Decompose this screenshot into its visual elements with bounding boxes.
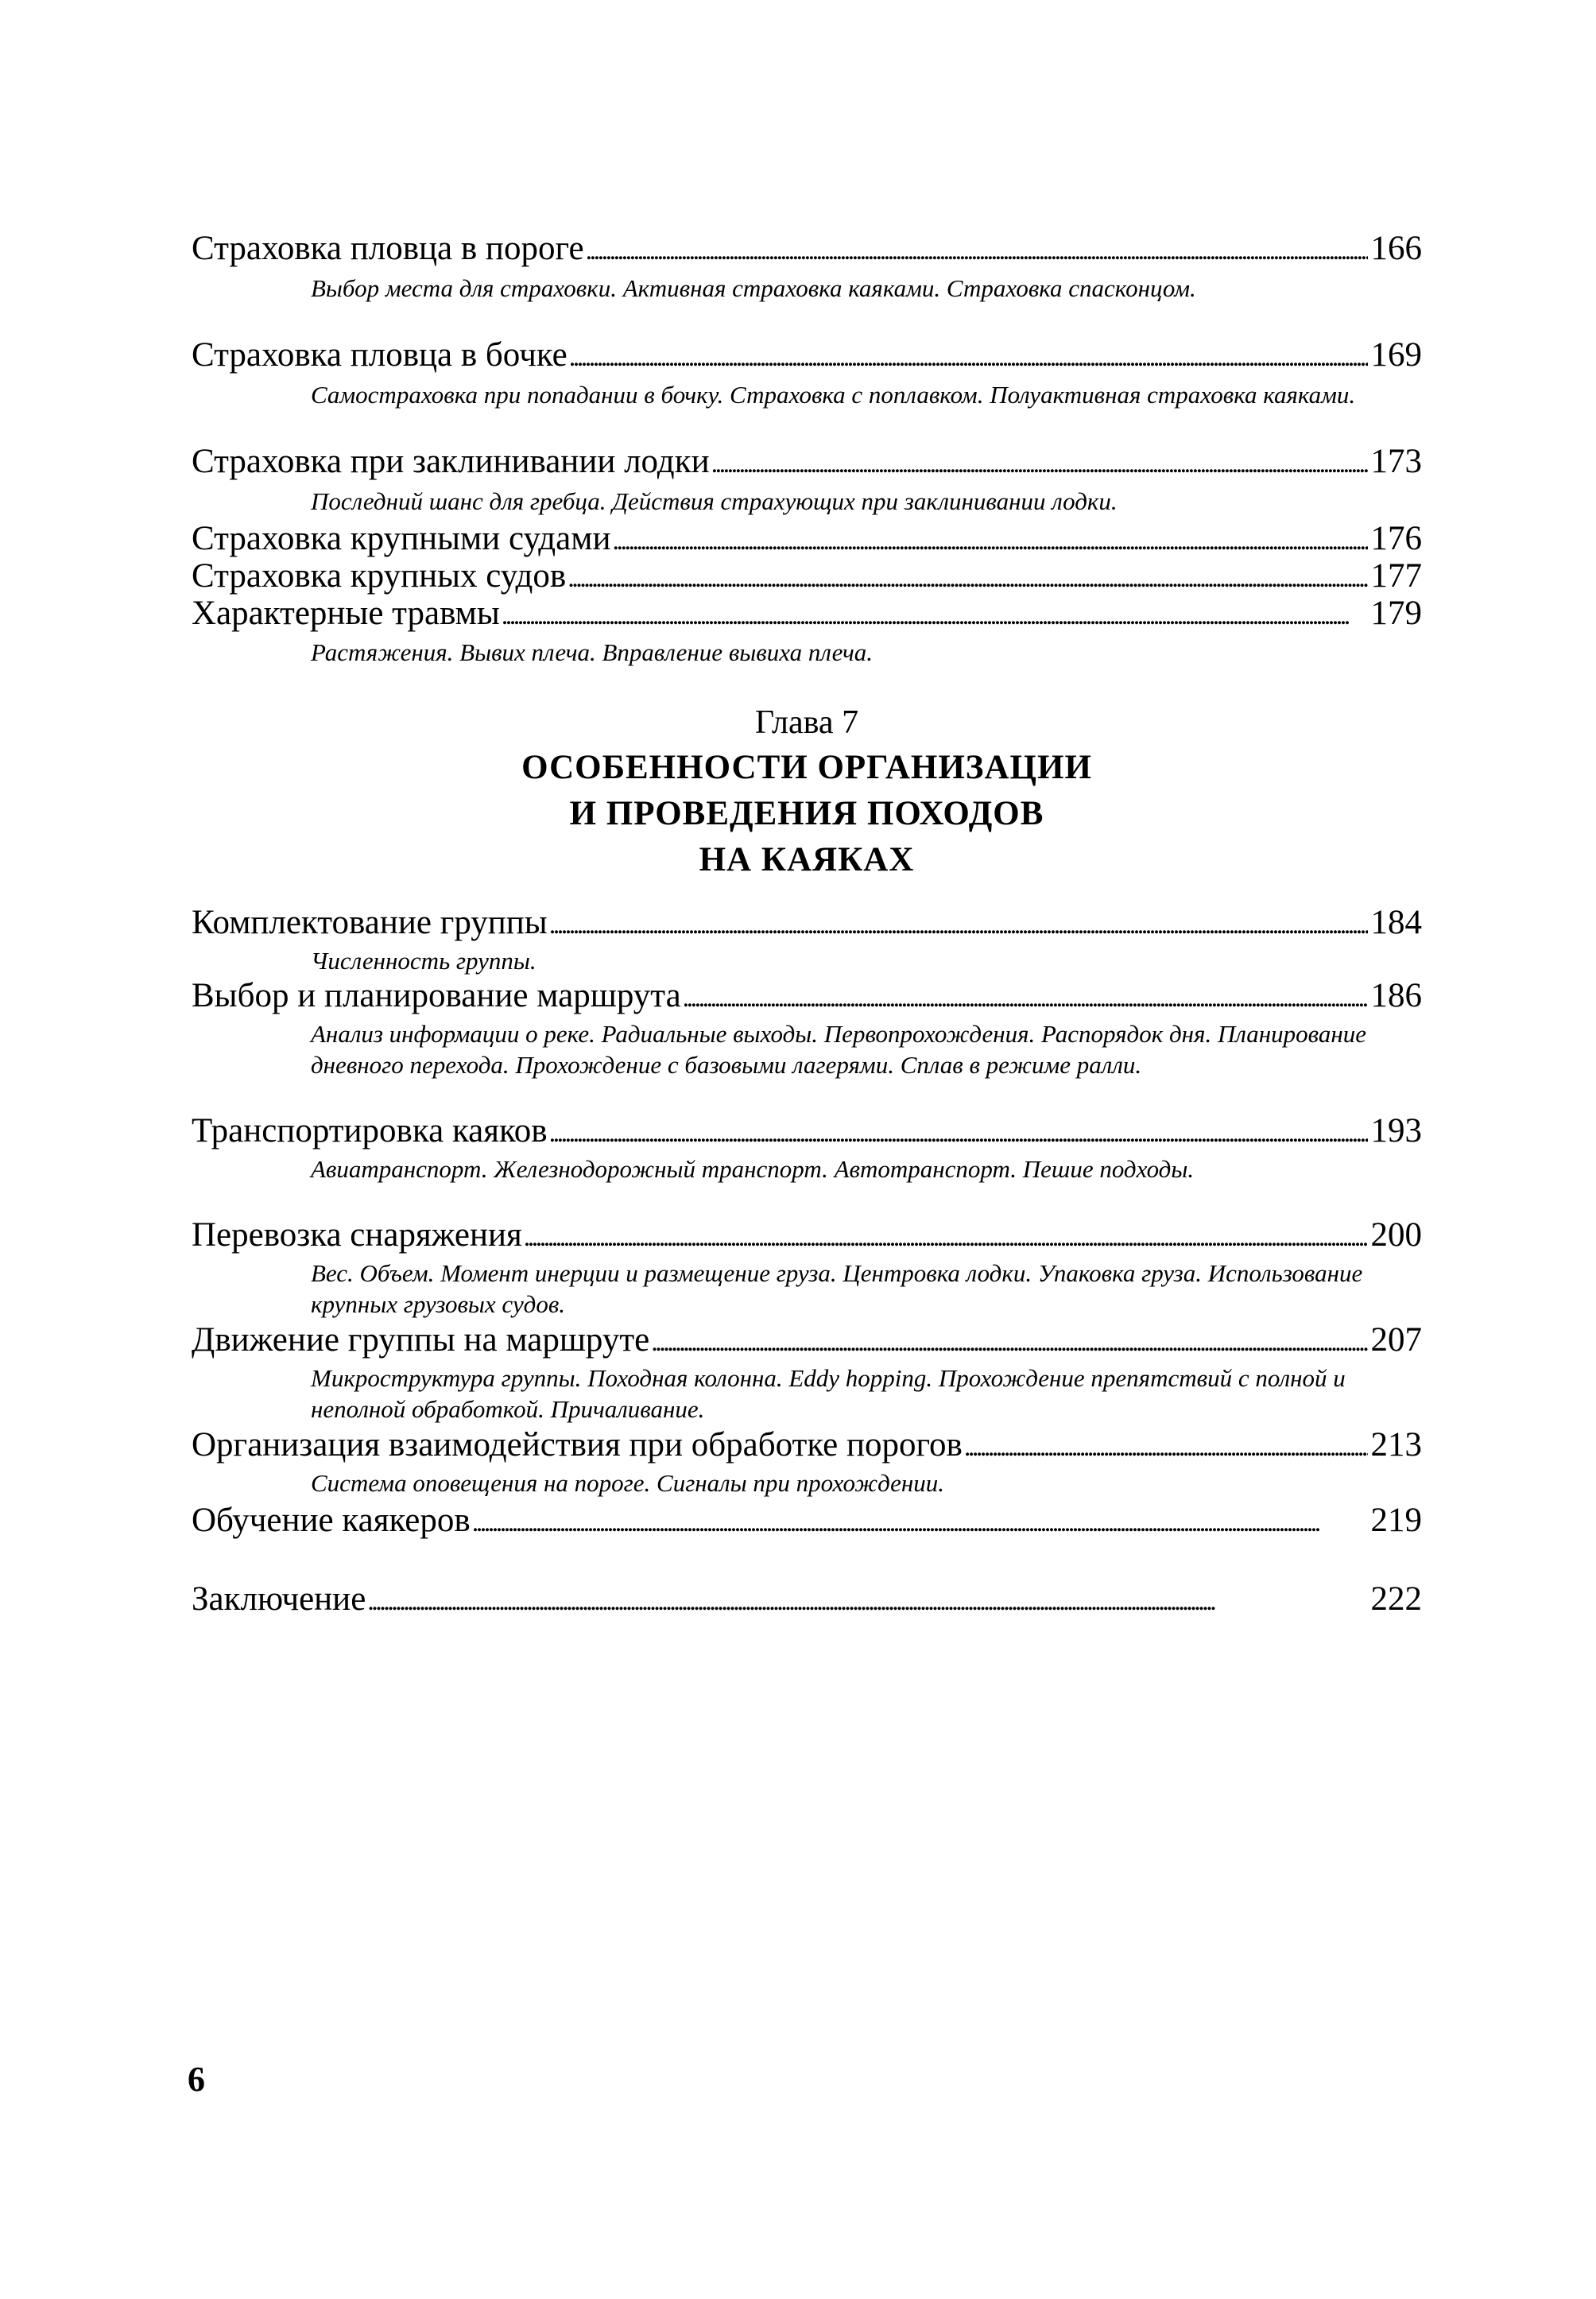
toc-entry-subtopics: Авиатранспорт. Железнодорожный транспорт. Автотранспорт. Пешие подходы. — [311, 1155, 1195, 1183]
toc-entry-title: Страховка крупных судов — [192, 557, 567, 595]
toc-entry[interactable] — [192, 1107, 1422, 1155]
toc-entry-subtopics: Численность группы. — [311, 947, 537, 975]
toc-entry-subtopics: Выбор места для страховки. Активная страховка каяками. Страховка спасконцом. — [311, 274, 1196, 302]
toc-entry-subtopics: Микроструктура группы. Походная колонна. Eddy hopping. Прохождение препятствий с полной и неполной обработкой. Причаливание. — [311, 1364, 1346, 1423]
toc-entry-page: 176 — [1370, 520, 1422, 557]
toc-entry[interactable] — [192, 331, 1422, 379]
dot-leader — [964, 1421, 1368, 1471]
toc-entry-page: 200 — [1370, 1216, 1422, 1254]
page-number: 6 — [188, 2060, 205, 2099]
dot-leader — [502, 590, 1368, 640]
chapter-heading — [192, 700, 1422, 883]
toc-entry-page: 173 — [1370, 443, 1422, 480]
toc-entry-title: Движение группы на маршруте — [192, 1321, 650, 1359]
toc-entry-title: Выбор и планирование маршрута — [192, 977, 681, 1014]
toc-entry-page: 184 — [1370, 904, 1422, 941]
toc-entry-title: Транспортировка каяков — [192, 1112, 548, 1150]
dot-leader — [524, 1212, 1368, 1262]
dot-leader — [683, 972, 1368, 1022]
toc-entry-page: 177 — [1370, 557, 1422, 595]
toc-entry-subtopics: Анализ информации о реке. Радиальные выходы. Первопрохождения. Распорядок дня. Планирование дневного перехода. Прохождение с базовыми лагерями. Сплав в режиме ралли. — [311, 1020, 1366, 1079]
toc-entry[interactable] — [192, 1316, 1422, 1364]
toc-entry-title: Страховка пловца в пороге — [192, 230, 584, 267]
toc-entry-page: 222 — [1370, 1580, 1422, 1618]
toc-entry-title: Характерные травмы — [192, 595, 500, 632]
toc-entry-page: 213 — [1370, 1426, 1422, 1464]
toc-entry-page: 219 — [1370, 1502, 1422, 1539]
toc-entry[interactable] — [192, 590, 1422, 638]
toc-entry-subtopics: Последний шанс для гребца. Действия страхующих при заклинивании лодки. — [311, 487, 1118, 515]
toc-entry-title: Заключение — [192, 1580, 366, 1618]
dot-leader — [586, 225, 1368, 275]
toc-entry-page: 186 — [1370, 977, 1422, 1014]
toc-entry-title: Страховка пловца в бочке — [192, 336, 568, 374]
toc-entry-page: 193 — [1370, 1112, 1422, 1150]
toc-entry-subtopics: Вес. Объем. Момент инерции и размещение груза. Центровка лодки. Упаковка груза. Использование крупных грузовых судов. — [311, 1259, 1363, 1318]
toc-entry[interactable] — [192, 438, 1422, 486]
chapter-title-line: НА КАЯКАХ — [699, 841, 915, 878]
chapter-label: Глава 7 — [754, 704, 859, 741]
toc-entry-title: Страховка крупными судами — [192, 520, 611, 557]
toc-entry[interactable] — [192, 1421, 1422, 1469]
toc-entry-subtopics: Растяжения. Вывих плеча. Вправление вывиха плеча. — [311, 638, 874, 666]
toc-entry-subtopics: Самостраховка при попадании в бочку. Страховка с поплавком. Полуактивная страховка каяками. — [311, 381, 1356, 409]
toc-entry-subtopics: Система оповещения на пороге. Сигналы при прохождении. — [311, 1469, 945, 1497]
toc-entry-conclusion[interactable] — [192, 1576, 1422, 1623]
toc-entry[interactable] — [192, 899, 1422, 947]
dot-leader — [651, 1316, 1367, 1367]
toc-entry-page: 169 — [1370, 336, 1422, 374]
toc-entry-page: 166 — [1370, 230, 1422, 267]
toc-entry-title: Обучение каякеров — [192, 1502, 471, 1539]
dot-leader — [367, 1576, 1367, 1626]
dot-leader — [569, 331, 1368, 382]
toc-entry-title: Комплектование группы — [192, 904, 548, 941]
dot-leader — [472, 1497, 1368, 1547]
toc-entry-title: Страховка при заклинивании лодки — [192, 443, 710, 480]
toc-entry[interactable] — [192, 972, 1422, 1020]
toc-entry[interactable] — [192, 225, 1422, 273]
toc-entry[interactable] — [192, 1497, 1422, 1545]
dot-leader — [549, 1107, 1368, 1157]
toc-entry-title: Перевозка снаряжения — [192, 1216, 522, 1254]
toc-entry-page: 207 — [1370, 1321, 1422, 1359]
toc-entry[interactable] — [192, 1212, 1422, 1259]
chapter-title-line: И ПРОВЕДЕНИЯ ПОХОДОВ — [569, 795, 1044, 832]
toc-entry-page: 179 — [1370, 595, 1422, 632]
dot-leader — [711, 438, 1368, 488]
toc-entry-title: Организация взаимодействия при обработке порогов — [192, 1426, 963, 1464]
dot-leader — [549, 899, 1368, 949]
chapter-title-line: ОСОБЕННОСТИ ОРГАНИЗАЦИИ — [521, 749, 1092, 786]
